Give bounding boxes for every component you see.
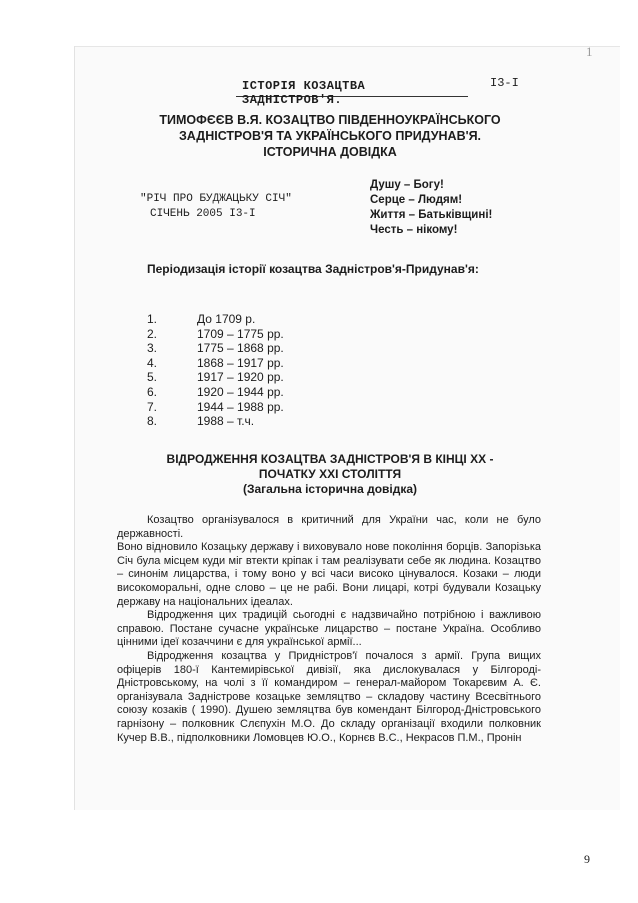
section-title-line: (Загальна історична довідка) xyxy=(242,482,418,496)
periods-list xyxy=(147,312,284,429)
period-number: 8. xyxy=(147,414,158,429)
paragraph: Відродження козацтва у Придністров'ї почалося з армії. Група вищих офіцерів 180-ї Кантемирівської дивізії, яка дислокувалася у Білгороді-Дністровському, на чолі з її командиром – генерал-майором Токарєвим А. Є. організувала Задністрове козацьке земляцтво – складову частину Всесвітнього союзу козаків ( 1990). Душею земляцтва був комендант Білгород-Дністровського гарнізону – полковник Слєпухін М.О. До складу організації входили полковник Кучер В.В., підполковники Ломовцев Ю.О., Корнєв В.С., Некрасов П.М., Пронін xyxy=(117,649,541,744)
periodization-heading: Періодизація історії козацтва Задністров'я-Придунав'я: xyxy=(147,262,479,276)
period-number: 3. xyxy=(147,341,158,356)
title-line: ІСТОРИЧНА ДОВІДКА xyxy=(263,145,397,159)
period-label: 1944 – 1988 рр. xyxy=(197,399,284,414)
period-number: 7. xyxy=(147,399,158,414)
stamp-line: "РІЧ ПРО БУДЖАЦЬКУ СІЧ" xyxy=(140,193,292,205)
period-number: 5. xyxy=(147,370,158,385)
period-label: 1775 – 1868 рр. xyxy=(197,341,284,356)
period-item xyxy=(147,400,284,415)
motto-line: Серце – Людям! xyxy=(370,194,463,206)
scan-edge-left xyxy=(74,46,75,810)
period-label: 1988 – т.ч. xyxy=(197,414,255,429)
paragraph: Воно відновило Козацьку державу і виховувало нове покоління борців. Запорізька Січ була місцем куди міг втекти кріпак і там реалізувати себе як людина. Козацтво – синонім лицарства, і тому воно у всі часи високо цінувалося. Козаки – люди високоморальні, одне слово – це не рабі. Вони лицарі, котрі будували Козацьку державу на національних ідеалах. xyxy=(117,541,541,608)
period-label: 1868 – 1917 рр. xyxy=(197,355,284,370)
corner-mark: 1 xyxy=(586,44,593,59)
paragraph: Козацтво організувалося в критичний для України час, коли не було державності. xyxy=(117,514,541,540)
period-item xyxy=(147,385,284,400)
period-item xyxy=(147,341,284,356)
stamp-line: СІЧЕНЬ 2005 І3-І xyxy=(150,208,256,220)
period-label: 1920 – 1944 рр. xyxy=(197,384,284,399)
period-number: 1. xyxy=(147,312,158,326)
period-item xyxy=(147,414,284,429)
header-title: ІСТОРІЯ КОЗАЦТВА ЗАДНІСТРОВ'Я. xyxy=(242,79,366,107)
period-number: 4. xyxy=(147,355,158,370)
period-label: 1709 – 1775 рр. xyxy=(197,326,284,341)
header-code: І3-І xyxy=(490,76,519,90)
period-number: 2. xyxy=(147,326,158,341)
motto xyxy=(370,178,492,238)
period-item xyxy=(147,327,284,342)
motto-line: Життя – Батьківщині! xyxy=(370,209,493,221)
section-title-line: ПОЧАТКУ ХХІ СТОЛІТТЯ xyxy=(258,467,402,481)
section-title xyxy=(150,452,510,497)
period-item xyxy=(147,356,284,371)
period-item xyxy=(147,370,284,385)
body-text xyxy=(117,514,541,745)
motto-line: Честь – нікому! xyxy=(370,224,458,236)
period-item xyxy=(147,312,284,327)
period-label: 1917 – 1920 рр. xyxy=(197,370,284,385)
paragraph: Відродження цих традицій сьогодні є надзвичайно потрібною і важливою справою. Постане сучасне українське лицарство – постане Україна. Особливо цінними ідеї козаччини є для української армії... xyxy=(117,609,541,649)
typed-header xyxy=(236,78,468,107)
section-title-line: ВІДРОДЖЕННЯ КОЗАЦТВА ЗАДНІСТРОВ'Я В КІНЦІ ХХ - xyxy=(166,452,494,466)
period-label: До 1709 р. xyxy=(197,312,256,326)
page-number: 9 xyxy=(584,852,590,866)
scan-edge-top xyxy=(74,46,620,47)
title-line: ЗАДНІСТРОВ'Я ТА УКРАЇНСЬКОГО ПРИДУНАВ'Я. xyxy=(178,129,482,143)
document-title xyxy=(140,112,520,160)
period-number: 6. xyxy=(147,384,158,399)
title-line: ТИМОФЄЄВ В.Я. КОЗАЦТВО ПІВДЕННОУКРАЇНСЬКОГО xyxy=(159,113,501,127)
source-stamp xyxy=(140,192,292,222)
motto-line: Душу – Богу! xyxy=(370,179,444,191)
